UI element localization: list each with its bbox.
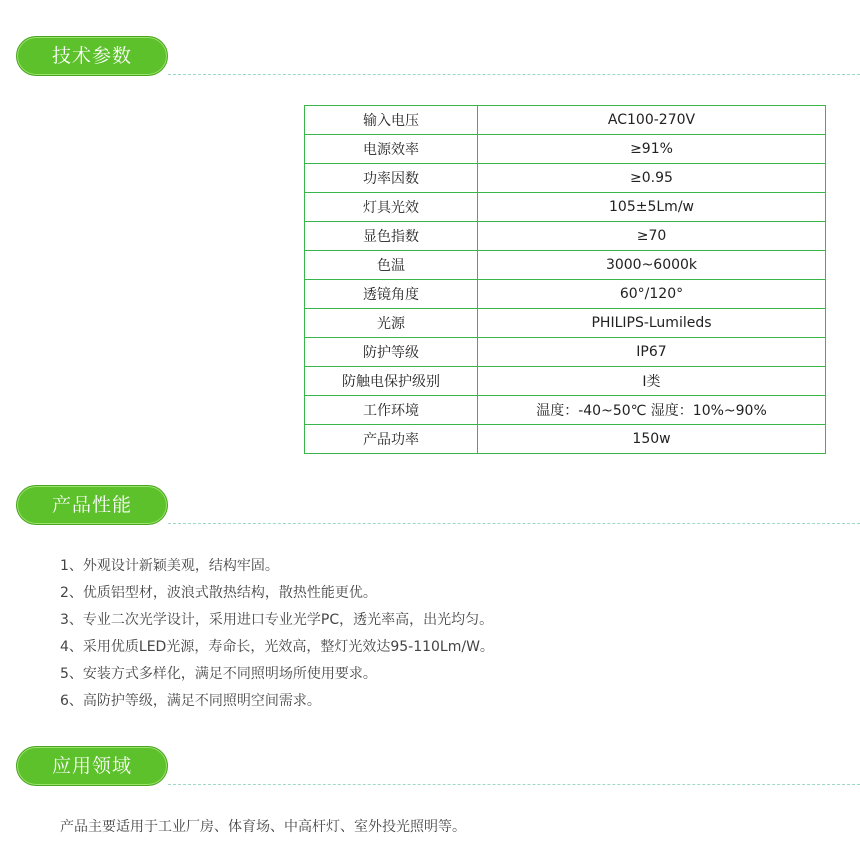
spec-label: 产品功率 bbox=[305, 425, 478, 454]
table-row bbox=[305, 309, 826, 338]
list-item: 1、外观设计新颖美观，结构牢固。 bbox=[60, 558, 279, 574]
spec-label: 输入电压 bbox=[305, 106, 478, 135]
spec-value: PHILIPS-Lumileds bbox=[478, 309, 826, 338]
features-section-header bbox=[16, 485, 860, 525]
table-row bbox=[305, 106, 826, 135]
spec-label: 色温 bbox=[305, 251, 478, 280]
spec-value: ≥70 bbox=[478, 222, 826, 251]
spec-value: I类 bbox=[478, 367, 826, 396]
specs-section-header bbox=[16, 36, 860, 76]
list-item: 5、安装方式多样化，满足不同照明场所使用要求。 bbox=[60, 666, 377, 682]
spec-label: 电源效率 bbox=[305, 135, 478, 164]
spec-label: 工作环境 bbox=[305, 396, 478, 425]
spec-label: 光源 bbox=[305, 309, 478, 338]
section-divider bbox=[168, 523, 860, 524]
spec-label: 防护等级 bbox=[305, 338, 478, 367]
spec-value: AC100-270V bbox=[478, 106, 826, 135]
spec-table bbox=[304, 105, 826, 454]
table-row bbox=[305, 193, 826, 222]
spec-value: ≥91% bbox=[478, 135, 826, 164]
table-row bbox=[305, 396, 826, 425]
list-item: 2、优质铝型材，波浪式散热结构，散热性能更优。 bbox=[60, 585, 377, 601]
applications-section-header bbox=[16, 746, 860, 786]
spec-label: 防触电保护级别 bbox=[305, 367, 478, 396]
spec-value: 105±5Lm/w bbox=[478, 193, 826, 222]
table-row bbox=[305, 425, 826, 454]
spec-value: 温度：-40~50℃ 湿度：10%~90% bbox=[478, 396, 826, 425]
applications-text: 产品主要适用于工业厂房、体育场、中高杆灯、室外投光照明等。 bbox=[60, 819, 466, 835]
feature-list bbox=[60, 553, 494, 715]
table-row bbox=[305, 251, 826, 280]
spec-value: 60°/120° bbox=[478, 280, 826, 309]
section-divider bbox=[168, 74, 860, 75]
spec-value: 150w bbox=[478, 425, 826, 454]
spec-label: 显色指数 bbox=[305, 222, 478, 251]
specs-section-title: 技术参数 bbox=[16, 36, 168, 76]
spec-value: ≥0.95 bbox=[478, 164, 826, 193]
table-row bbox=[305, 280, 826, 309]
applications-section-title: 应用领域 bbox=[16, 746, 168, 786]
spec-label: 透镜角度 bbox=[305, 280, 478, 309]
list-item: 6、高防护等级，满足不同照明空间需求。 bbox=[60, 693, 321, 709]
spec-label: 灯具光效 bbox=[305, 193, 478, 222]
table-row bbox=[305, 164, 826, 193]
table-row bbox=[305, 338, 826, 367]
table-row bbox=[305, 135, 826, 164]
table-row bbox=[305, 367, 826, 396]
spec-label: 功率因数 bbox=[305, 164, 478, 193]
list-item: 4、采用优质LED光源，寿命长，光效高，整灯光效达95-110Lm/W。 bbox=[60, 639, 494, 655]
table-row bbox=[305, 222, 826, 251]
list-item: 3、专业二次光学设计，采用进口专业光学PC，透光率高，出光均匀。 bbox=[60, 612, 494, 628]
spec-value: 3000~6000k bbox=[478, 251, 826, 280]
features-section-title: 产品性能 bbox=[16, 485, 168, 525]
spec-value: IP67 bbox=[478, 338, 826, 367]
section-divider bbox=[168, 784, 860, 785]
